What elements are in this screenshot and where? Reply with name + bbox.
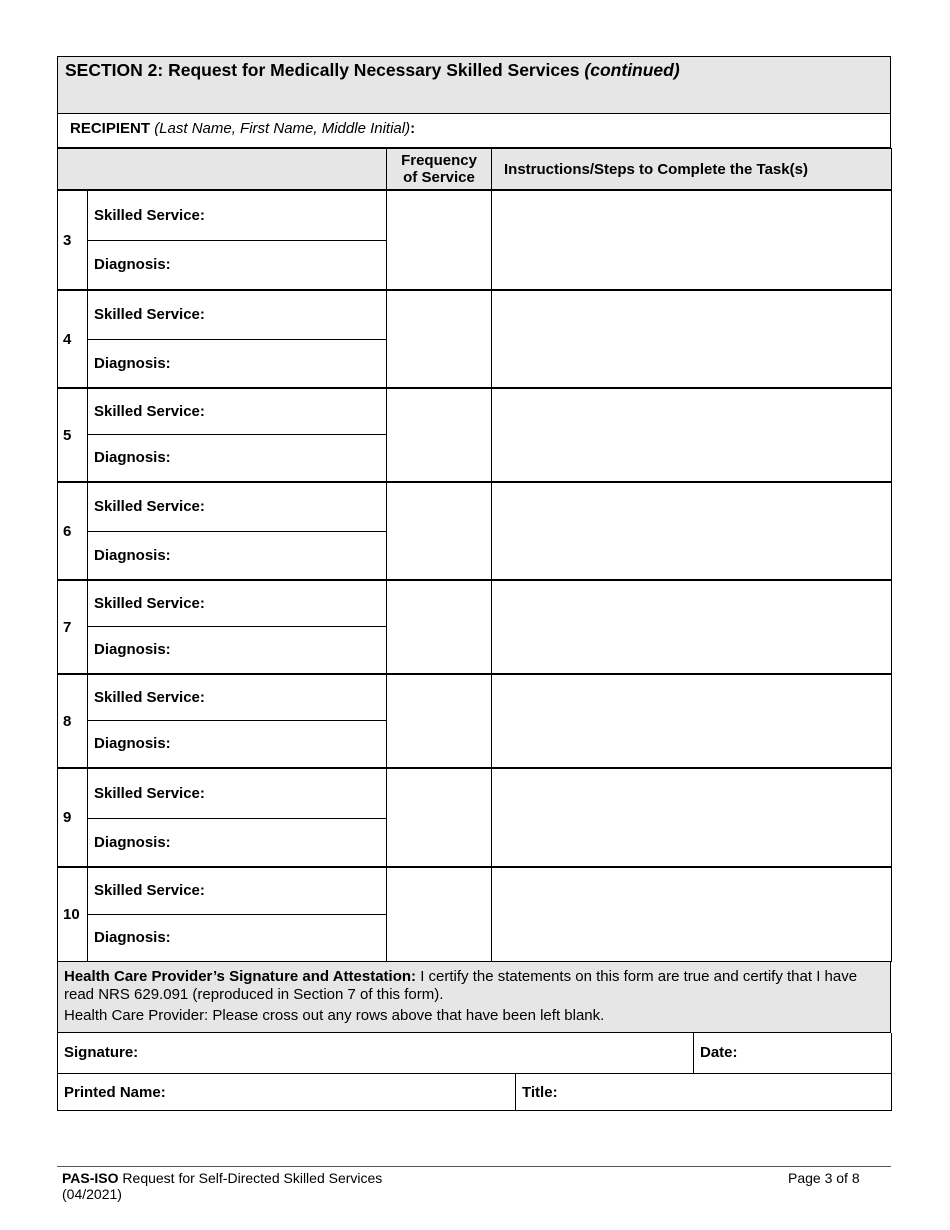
diagnosis-field[interactable]: Diagnosis:: [88, 818, 387, 867]
attestation-text: I certify the statements on this form are true and certify that I have read NRS 629.091 (reproduced in Section 7 of this form).: [64, 967, 858, 1003]
frequency-field[interactable]: [387, 867, 492, 961]
instructions-field[interactable]: [492, 768, 892, 867]
row-number: 10: [58, 867, 88, 961]
attestation-note: Health Care Provider: Please cross out any rows above that have been left blank.: [64, 1006, 605, 1024]
row-number: 5: [58, 388, 88, 482]
frequency-field[interactable]: [387, 674, 492, 768]
diagnosis-field[interactable]: Diagnosis:: [88, 626, 387, 674]
diagnosis-field[interactable]: Diagnosis:: [88, 914, 387, 961]
table-row: [58, 190, 892, 240]
table-row: [58, 768, 892, 818]
footer-page-number: Page 3 of 8: [788, 1170, 860, 1186]
skilled-service-field[interactable]: Skilled Service:: [88, 674, 387, 720]
footer-revision: (04/2021): [62, 1186, 122, 1202]
frequency-header: [387, 149, 492, 191]
skilled-service-field[interactable]: Skilled Service:: [88, 768, 387, 818]
recipient-hint: (Last Name, First Name, Middle Initial): [154, 120, 411, 137]
recipient-label: RECIPIENT: [70, 120, 151, 137]
row-number: 3: [58, 190, 88, 290]
section-suffix: (continued): [584, 60, 680, 80]
section-header: [57, 56, 891, 114]
title-field[interactable]: Title:: [516, 1074, 892, 1111]
frequency-header-line2: of Service: [403, 169, 475, 186]
diagnosis-field[interactable]: Diagnosis:: [88, 531, 387, 580]
skilled-service-field[interactable]: Skilled Service:: [88, 580, 387, 626]
row-number: 4: [58, 290, 88, 388]
frequency-field[interactable]: [387, 388, 492, 482]
footer-divider: [57, 1166, 891, 1167]
instructions-field[interactable]: [492, 482, 892, 580]
services-table: [57, 148, 892, 962]
recipient-colon: :: [410, 120, 416, 137]
recipient-field[interactable]: [57, 114, 891, 148]
signature-field[interactable]: Signature:: [58, 1033, 694, 1074]
instructions-field[interactable]: [492, 388, 892, 482]
frequency-field[interactable]: [387, 482, 492, 580]
section-title: SECTION 2: Request for Medically Necessary Skilled Services: [65, 60, 580, 80]
instructions-field[interactable]: [492, 580, 892, 674]
skilled-service-field[interactable]: Skilled Service:: [88, 867, 387, 914]
attestation-box: [57, 962, 891, 1033]
instructions-field[interactable]: [492, 190, 892, 290]
frequency-field[interactable]: [387, 190, 492, 290]
header-blank-cell: [58, 149, 387, 191]
footer-form-code: PAS-ISO: [62, 1170, 119, 1186]
instructions-field[interactable]: [492, 867, 892, 961]
frequency-field[interactable]: [387, 580, 492, 674]
instructions-field[interactable]: [492, 290, 892, 388]
printed-name-field[interactable]: Printed Name:: [58, 1074, 516, 1111]
row-number: 6: [58, 482, 88, 580]
frequency-field[interactable]: [387, 768, 492, 867]
row-number: 9: [58, 768, 88, 867]
table-row: [58, 388, 892, 434]
table-row: [58, 482, 892, 531]
table-header-row: [58, 149, 892, 191]
skilled-service-field[interactable]: Skilled Service:: [88, 190, 387, 240]
diagnosis-field[interactable]: Diagnosis:: [88, 339, 387, 388]
footer-form-name: Request for Self-Directed Skilled Services: [118, 1170, 383, 1186]
attestation-heading: Health Care Provider’s Signature and Attestation:: [64, 967, 417, 985]
diagnosis-field[interactable]: Diagnosis:: [88, 720, 387, 768]
skilled-service-field[interactable]: Skilled Service:: [88, 290, 387, 339]
frequency-header-line1: Frequency: [401, 152, 477, 169]
skilled-service-field[interactable]: Skilled Service:: [88, 388, 387, 434]
form: [57, 56, 891, 1111]
table-row: [58, 290, 892, 339]
row-number: 7: [58, 580, 88, 674]
diagnosis-field[interactable]: Diagnosis:: [88, 240, 387, 290]
table-row: [58, 674, 892, 720]
frequency-field[interactable]: [387, 290, 492, 388]
diagnosis-field[interactable]: Diagnosis:: [88, 434, 387, 482]
date-field[interactable]: Date:: [694, 1033, 892, 1074]
footer-form-info: [62, 1170, 382, 1202]
table-row: [58, 580, 892, 626]
instructions-header: Instructions/Steps to Complete the Task(s): [492, 149, 892, 191]
signature-table: [57, 1033, 892, 1112]
instructions-field[interactable]: [492, 674, 892, 768]
table-row: [58, 867, 892, 914]
row-number: 8: [58, 674, 88, 768]
skilled-service-field[interactable]: Skilled Service:: [88, 482, 387, 531]
